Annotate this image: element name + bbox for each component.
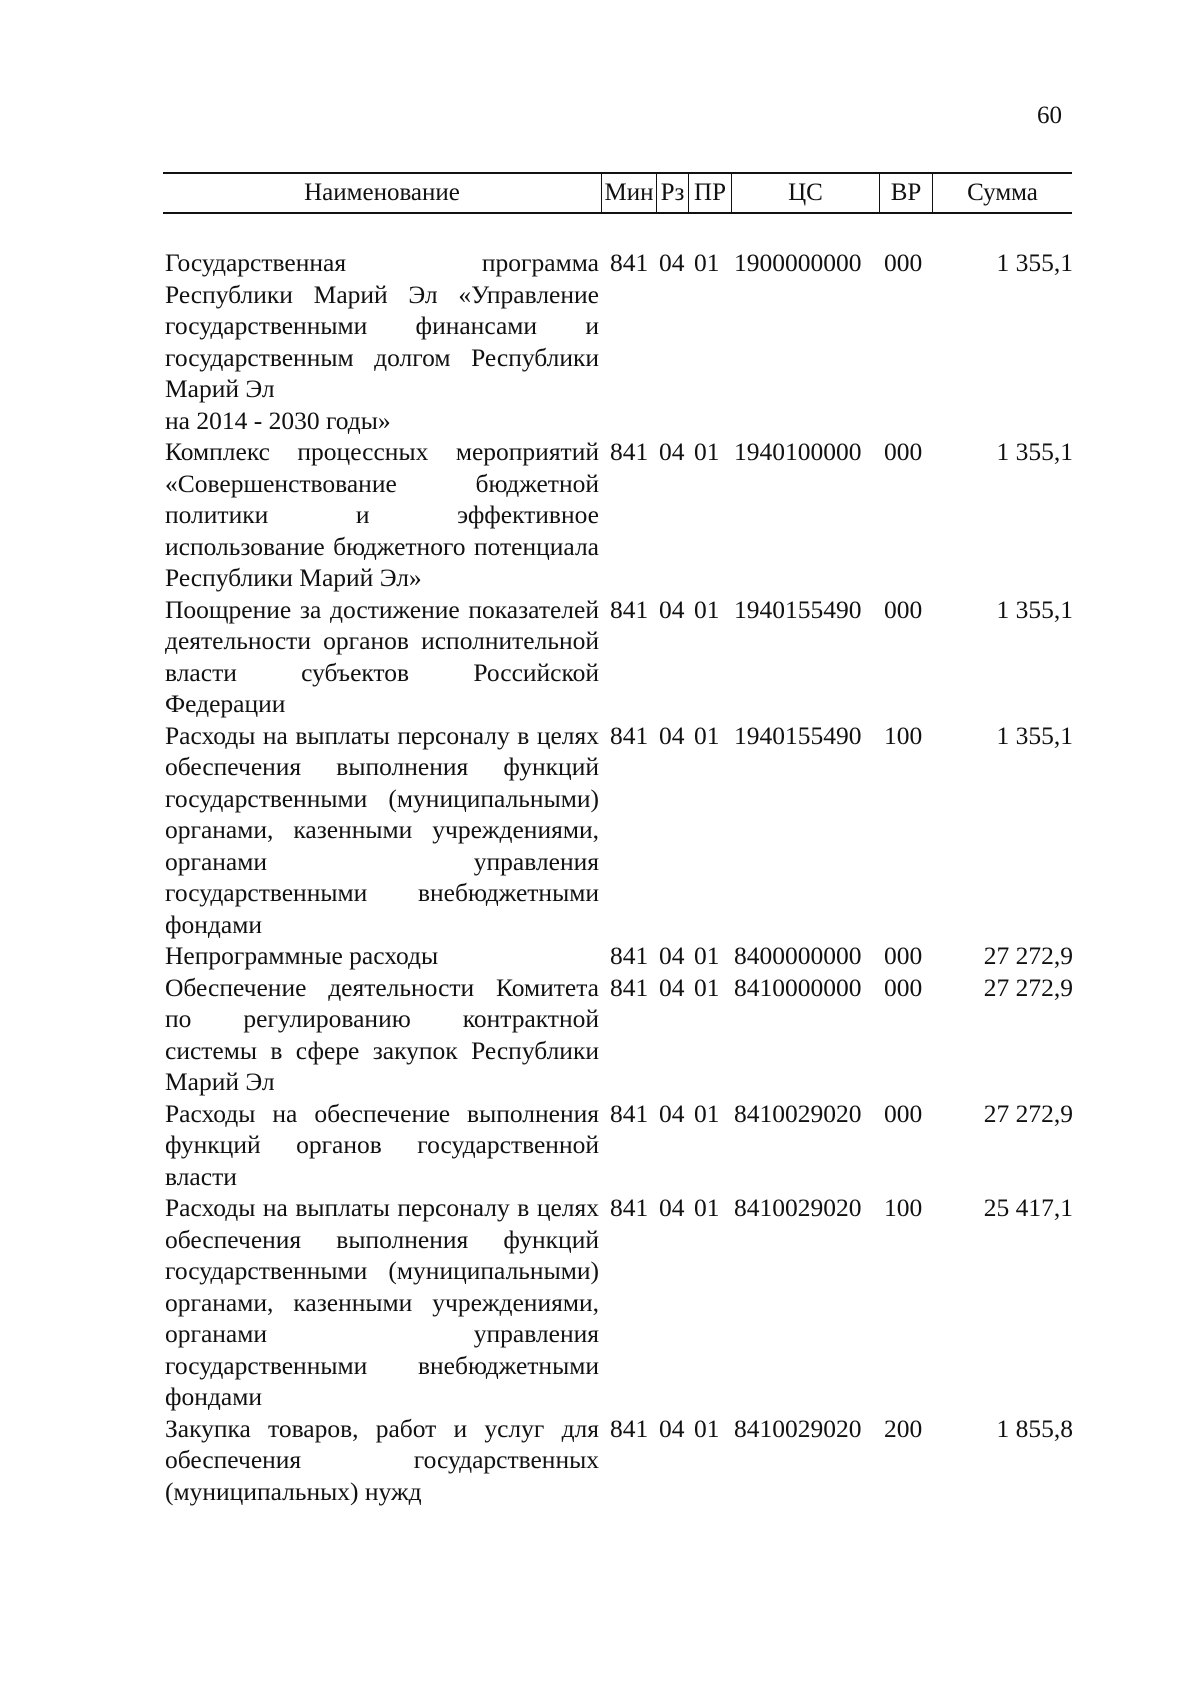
header-vr: ВР	[879, 174, 933, 212]
row-min: 841	[610, 1413, 649, 1443]
row-cs: 8410029020	[734, 1098, 862, 1128]
row-name: Обеспечение деятельности Комитета по регулированию контрактной системы в сфере закупок Республики Марий Эл	[165, 972, 599, 1096]
row-vr: 000	[884, 248, 923, 277]
row-vr: 000	[884, 941, 923, 970]
row-pr: 01	[694, 720, 720, 750]
row-vr: 000	[884, 437, 923, 466]
row-rz: 04	[659, 720, 685, 750]
row-min: 841	[610, 720, 649, 750]
row-sum: 1 855,8	[996, 1413, 1073, 1443]
row-pr: 01	[694, 941, 720, 970]
row-vr: 100	[884, 1193, 923, 1222]
table-row	[165, 247, 1075, 436]
row-vr: 000	[884, 594, 923, 624]
row-name: Комплекс процессных мероприятий «Совершенствование бюджетной политики и эффективное использование бюджетного потенциала Республики Марий Эл»	[165, 437, 599, 592]
row-cs: 8410029020	[734, 1193, 862, 1222]
row-sum: 1 355,1	[996, 720, 1073, 750]
row-cs: 8410029020	[734, 1413, 862, 1443]
row-codes	[610, 972, 934, 1004]
row-codes	[610, 1098, 934, 1130]
row-rz: 04	[659, 1098, 685, 1128]
table-row	[165, 1098, 1075, 1193]
row-sum: 1 355,1	[996, 248, 1073, 277]
row-sum: 1 355,1	[996, 437, 1073, 466]
table-header	[163, 172, 1072, 214]
row-pr: 01	[694, 1098, 720, 1128]
table-row	[165, 1413, 1075, 1508]
row-sum: 27 272,9	[983, 972, 1073, 1002]
page-number: 60	[1037, 102, 1062, 129]
row-min: 841	[610, 941, 649, 970]
row-rz: 04	[659, 1413, 685, 1443]
row-rz: 04	[659, 972, 685, 1002]
row-min: 841	[610, 594, 649, 624]
table-row	[165, 720, 1075, 941]
row-name: Расходы на выплаты персоналу в целях обеспечения выполнения функций государственными (муниципальными) органами, казенными учреждениями, органами управления государственными внебюджетными фондами	[165, 1193, 599, 1411]
row-name: Закупка товаров, работ и услуг для обеспечения государственных (муниципальных) нужд	[165, 1413, 599, 1506]
row-vr: 100	[884, 720, 923, 750]
row-cs: 1940155490	[734, 594, 862, 624]
table-row	[165, 972, 1075, 1098]
row-sum: 27 272,9	[983, 941, 1073, 970]
row-rz: 04	[659, 1193, 685, 1222]
header-pr: ПР	[688, 174, 731, 212]
row-codes	[610, 1192, 934, 1224]
row-pr: 01	[694, 594, 720, 624]
row-codes	[610, 720, 934, 752]
row-cs: 1940155490	[734, 720, 862, 750]
row-name: Непрограммные расходы	[165, 941, 439, 970]
row-min: 841	[610, 248, 649, 277]
row-min: 841	[610, 437, 649, 466]
row-sum: 27 272,9	[983, 1098, 1073, 1128]
header-cs: ЦС	[731, 174, 879, 212]
row-name: Государственная программа Республики Марий Эл «Управление государственными финансами и государственным долгом Республики Марий Эл на 2014 - 2030 годы»	[165, 248, 599, 435]
header-rz: Рз	[656, 174, 688, 212]
row-pr: 01	[694, 1413, 720, 1443]
header-sum: Сумма	[967, 179, 1038, 206]
row-codes	[610, 247, 934, 279]
table-row	[165, 940, 1075, 972]
row-cs: 1900000000	[734, 248, 862, 277]
row-pr: 01	[694, 1193, 720, 1222]
table-row	[165, 594, 1075, 720]
row-min: 841	[610, 1098, 649, 1128]
row-cs: 8400000000	[734, 941, 862, 970]
row-pr: 01	[694, 248, 720, 277]
row-name: Поощрение за достижение показателей деятельности органов исполнительной власти субъектов Российской Федерации	[165, 594, 599, 718]
table-body	[165, 247, 1075, 1507]
row-codes	[610, 940, 934, 972]
row-sum: 25 417,1	[983, 1193, 1073, 1222]
row-min: 841	[610, 1193, 649, 1222]
table-row	[165, 1192, 1075, 1413]
row-rz: 04	[659, 437, 685, 466]
row-vr: 200	[884, 1413, 923, 1443]
row-rz: 04	[659, 941, 685, 970]
row-codes	[610, 436, 934, 468]
row-sum: 1 355,1	[996, 594, 1073, 624]
header-min: Мин	[601, 174, 656, 212]
row-min: 841	[610, 972, 649, 1002]
row-cs: 1940100000	[734, 437, 862, 466]
row-name: Расходы на обеспечение выполнения функций органов государственной власти	[165, 1098, 599, 1191]
row-pr: 01	[694, 437, 720, 466]
row-name: Расходы на выплаты персоналу в целях обеспечения выполнения функций государственными (муниципальными) органами, казенными учреждениями, органами управления государственными внебюджетными фондами	[165, 720, 599, 939]
row-cs: 8410000000	[734, 972, 862, 1002]
table-row	[165, 436, 1075, 594]
row-codes	[610, 594, 934, 626]
row-vr: 000	[884, 972, 923, 1002]
header-name: Наименование	[304, 179, 460, 206]
row-vr: 000	[884, 1098, 923, 1128]
row-rz: 04	[659, 594, 685, 624]
row-rz: 04	[659, 248, 685, 277]
row-codes	[610, 1413, 934, 1445]
row-pr: 01	[694, 972, 720, 1002]
